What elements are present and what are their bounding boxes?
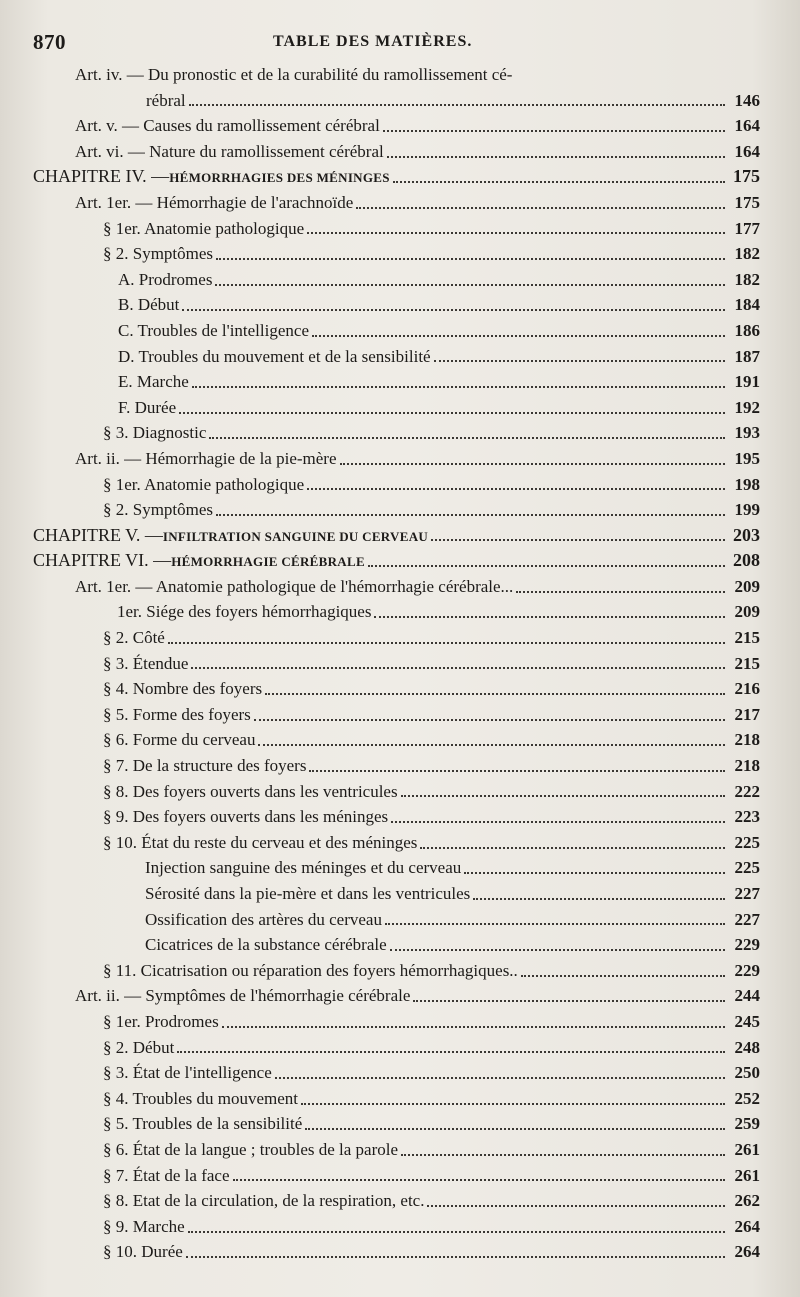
toc-entry-page: 208 xyxy=(733,550,760,571)
toc-entry-title: § 5. Forme des foyers xyxy=(103,704,251,724)
toc-entry-page: 218 xyxy=(734,756,760,776)
toc-entry-page: 182 xyxy=(734,244,760,264)
toc-entry-page: 186 xyxy=(734,320,760,340)
leader-dots xyxy=(216,258,725,260)
toc-entry-page: 218 xyxy=(734,730,760,750)
toc-entry-title: § 3. État de l'intelligence xyxy=(103,1063,272,1083)
leader-dots xyxy=(368,565,725,567)
toc-entry-title: § 2. Côté xyxy=(103,628,165,648)
toc-entry-title: Ossification des artères du cerveau xyxy=(145,909,382,929)
toc-entry-page: 209 xyxy=(734,602,760,622)
toc-entry xyxy=(33,1137,760,1163)
toc-entry-page: 259 xyxy=(734,1114,760,1134)
toc-entry-title: Sérosité dans la pie-mère et dans les ventricules xyxy=(145,884,471,903)
toc-entry-page: 245 xyxy=(734,1011,760,1031)
toc-entry-page: 193 xyxy=(734,423,760,443)
toc-entry xyxy=(33,318,760,344)
leader-dots xyxy=(186,1256,725,1258)
toc-entry xyxy=(33,907,760,933)
toc-entry-page: 215 xyxy=(734,628,760,648)
toc-entry-page: 223 xyxy=(734,807,760,827)
toc-entry-heading: HÉMORRHAGIES DES MÉNINGES xyxy=(169,170,390,186)
leader-dots xyxy=(401,795,725,797)
toc-entry-title: rébral xyxy=(146,90,186,110)
toc-entry-title: Art. ii. — Symptômes de l'hémorrhagie cérébrale xyxy=(75,986,411,1006)
toc-entry xyxy=(33,523,760,549)
toc-entry xyxy=(33,1035,760,1061)
toc-entry-page: 229 xyxy=(734,960,760,980)
toc-entry-page: 198 xyxy=(734,474,760,494)
toc-entry xyxy=(33,369,760,395)
toc-entry-page: 225 xyxy=(734,832,760,852)
toc-entry-title: § 6. État de la langue ; troubles de la parole xyxy=(103,1139,399,1159)
toc-entry-page: 250 xyxy=(734,1063,760,1083)
toc-entry-title: § 9. Marche xyxy=(103,1216,185,1236)
toc-entry xyxy=(33,676,760,702)
leader-dots xyxy=(427,1205,725,1207)
toc-entry-page: 264 xyxy=(734,1216,760,1236)
toc-entry-title: § 1er. Anatomie pathologique xyxy=(103,218,305,238)
leader-dots xyxy=(340,463,725,465)
toc-entry-page: 217 xyxy=(734,704,760,724)
toc-entry-title: 1er. Siége des foyers hémorrhagiques xyxy=(117,602,372,622)
leader-dots xyxy=(374,616,725,618)
toc-entry xyxy=(33,267,760,293)
toc-entry xyxy=(33,446,760,472)
toc-entry xyxy=(33,599,760,625)
leader-dots xyxy=(307,488,725,490)
toc-entry xyxy=(33,1111,760,1137)
toc-entry-title: § 2. Symptômes xyxy=(103,244,214,264)
toc-entry-title: D. Troubles du mouvement et de la sensibilité xyxy=(118,346,431,366)
toc-entry-title: § 10. Durée xyxy=(103,1242,183,1262)
toc-entry-page: 146 xyxy=(734,90,760,110)
leader-dots xyxy=(473,898,725,900)
toc-entry xyxy=(33,497,760,523)
toc-entry xyxy=(33,1086,760,1112)
toc-entry-page: 182 xyxy=(734,269,760,289)
toc-entry-title: Art. ii. — Hémorrhagie de la pie-mère xyxy=(75,448,337,468)
toc-entry-title: Art. vi. — Nature du ramollissement cérébral xyxy=(75,141,384,161)
leader-dots xyxy=(434,360,725,362)
toc-entry xyxy=(33,983,760,1009)
toc-entry-page: 261 xyxy=(734,1165,760,1185)
leader-dots xyxy=(401,1154,725,1156)
toc-entry-page: 175 xyxy=(733,166,760,187)
toc-entry xyxy=(33,241,760,267)
toc-entry-title: C. Troubles de l'intelligence xyxy=(118,320,309,340)
leader-dots xyxy=(521,975,725,977)
leader-dots xyxy=(309,770,725,772)
toc-entry-page: 192 xyxy=(734,397,760,417)
leader-dots xyxy=(254,719,725,721)
leader-dots xyxy=(301,1103,725,1105)
toc-entry xyxy=(33,958,760,984)
leader-dots xyxy=(413,1000,725,1002)
toc-entry-heading: INFILTRATION SANGUINE DU CERVEAU xyxy=(162,528,429,544)
toc-entry-title: § 9. Des foyers ouverts dans les méninges xyxy=(103,807,389,827)
toc-entry-page: 164 xyxy=(734,141,760,161)
table-of-contents xyxy=(33,62,760,1265)
leader-dots xyxy=(216,514,725,516)
toc-entry-title: § 3. Étendue xyxy=(103,653,189,673)
toc-entry-page: 195 xyxy=(734,448,760,468)
leader-dots xyxy=(265,693,725,695)
leader-dots xyxy=(390,949,725,951)
toc-entry xyxy=(33,779,760,805)
leader-dots xyxy=(431,539,725,541)
toc-entry-title: § 2. Début xyxy=(103,1037,175,1057)
toc-entry xyxy=(33,190,760,216)
leader-dots xyxy=(192,386,725,388)
leader-dots xyxy=(188,1231,725,1233)
toc-entry-title: B. Début xyxy=(118,295,180,315)
toc-entry xyxy=(33,727,760,753)
leader-dots xyxy=(420,847,725,849)
toc-entry-page: 227 xyxy=(734,909,760,929)
leader-dots xyxy=(189,104,725,106)
toc-entry-title: Art. v. — Causes du ramollissement cérébral xyxy=(75,116,380,136)
leader-dots xyxy=(179,412,725,414)
toc-entry-title: § 2. Symptômes xyxy=(103,500,214,520)
toc-entry-page: 252 xyxy=(734,1088,760,1108)
leader-dots xyxy=(393,181,725,183)
toc-entry xyxy=(33,804,760,830)
leader-dots xyxy=(258,744,725,746)
toc-entry-title: § 7. État de la face xyxy=(103,1165,230,1185)
toc-entry-page: 222 xyxy=(734,781,760,801)
toc-entry xyxy=(33,702,760,728)
leader-dots xyxy=(516,591,725,593)
toc-entry-page: 262 xyxy=(734,1191,760,1211)
toc-entry-title: § 5. Troubles de la sensibilité xyxy=(103,1114,303,1134)
toc-entry-title: § 7. De la structure des foyers xyxy=(103,756,307,776)
toc-entry xyxy=(33,216,760,242)
toc-entry xyxy=(33,753,760,779)
toc-entry-title: CHAPITRE VI. — xyxy=(33,550,172,571)
leader-dots xyxy=(387,156,725,158)
toc-entry xyxy=(33,1188,760,1214)
leader-dots xyxy=(312,335,725,337)
leader-dots xyxy=(385,923,725,925)
toc-entry-title: E. Marche xyxy=(118,372,189,392)
leader-dots xyxy=(383,130,725,132)
leader-dots xyxy=(233,1179,726,1181)
leader-dots xyxy=(177,1051,725,1053)
leader-dots xyxy=(222,1026,725,1028)
leader-dots xyxy=(307,232,725,234)
toc-entry-title: § 4. Nombre des foyers xyxy=(103,679,263,699)
leader-dots xyxy=(209,437,725,439)
toc-entry-title: § 11. Cicatrisation ou réparation des foyers hémorrhagiques.. xyxy=(103,960,518,980)
toc-entry-title: § 6. Forme du cerveau xyxy=(103,730,256,750)
toc-entry xyxy=(33,625,760,651)
toc-entry xyxy=(33,1214,760,1240)
toc-entry xyxy=(33,420,760,446)
toc-entry xyxy=(33,855,760,881)
toc-entry-page: 203 xyxy=(733,524,760,545)
leader-dots xyxy=(182,309,725,311)
running-title: TABLE DES MATIÈRES. xyxy=(273,33,473,50)
toc-entry xyxy=(33,395,760,421)
toc-entry xyxy=(33,881,760,907)
toc-entry xyxy=(33,830,760,856)
toc-entry xyxy=(33,88,760,114)
leader-dots xyxy=(464,872,725,874)
page-number: 870 xyxy=(33,30,66,54)
toc-entry-title: Injection sanguine des méninges et du cerveau xyxy=(145,858,462,878)
toc-entry xyxy=(33,574,760,600)
leader-dots xyxy=(391,821,725,823)
toc-entry xyxy=(33,164,760,190)
toc-entry-title: § 1er. Anatomie pathologique xyxy=(103,474,305,494)
toc-entry-title: § 8. Etat de la circulation, de la respiration, etc. xyxy=(103,1191,425,1211)
page-header xyxy=(33,30,760,58)
toc-entry-title: § 1er. Prodromes xyxy=(103,1011,219,1031)
leader-dots xyxy=(356,207,725,209)
toc-entry-page: 264 xyxy=(734,1242,760,1262)
toc-entry xyxy=(33,139,760,165)
leader-dots xyxy=(168,642,725,644)
toc-entry-page: 177 xyxy=(734,218,760,238)
toc-entry-title: Art. iv. — Du pronostic et de la curabilité du ramollissement cé- xyxy=(75,65,513,84)
toc-entry-title: § 4. Troubles du mouvement xyxy=(103,1088,299,1108)
toc-entry xyxy=(33,472,760,498)
toc-entry-page: 248 xyxy=(734,1037,760,1057)
toc-entry xyxy=(33,932,760,958)
toc-entry-title: Art. 1er. — Anatomie pathologique de l'hémorrhagie cérébrale... xyxy=(75,576,514,596)
toc-entry-title: § 8. Des foyers ouverts dans les ventricules xyxy=(103,781,398,801)
toc-entry xyxy=(33,113,760,139)
toc-entry-page: 175 xyxy=(734,192,760,212)
toc-entry-page: 225 xyxy=(734,858,760,878)
toc-entry xyxy=(33,62,760,88)
leader-dots xyxy=(191,667,725,669)
toc-entry-page: 216 xyxy=(734,679,760,699)
toc-entry xyxy=(33,344,760,370)
toc-entry-page: 184 xyxy=(734,295,760,315)
toc-entry-title: A. Prodromes xyxy=(118,269,213,289)
toc-entry-page: 164 xyxy=(734,116,760,136)
toc-entry xyxy=(33,292,760,318)
toc-entry-title: § 10. État du reste du cerveau et des méninges xyxy=(103,832,418,852)
toc-entry xyxy=(33,1009,760,1035)
toc-entry-page: 209 xyxy=(734,576,760,596)
toc-entry-title: Cicatrices de la substance cérébrale xyxy=(145,935,387,955)
toc-entry xyxy=(33,1060,760,1086)
toc-entry-page: 229 xyxy=(734,935,760,955)
leader-dots xyxy=(275,1077,725,1079)
toc-entry-page: 215 xyxy=(734,653,760,673)
toc-entry-page: 227 xyxy=(734,884,760,903)
toc-entry-page: 199 xyxy=(734,500,760,520)
toc-entry-title: F. Durée xyxy=(118,397,177,417)
toc-entry xyxy=(33,651,760,677)
toc-entry xyxy=(33,1163,760,1189)
toc-entry-title: CHAPITRE IV. — xyxy=(33,166,170,187)
toc-entry-title: Art. 1er. — Hémorrhagie de l'arachnoïde xyxy=(75,192,354,212)
toc-entry-heading: HÉMORRHAGIE CÉRÉBRALE xyxy=(171,554,365,570)
toc-entry-title: CHAPITRE V. — xyxy=(33,524,163,545)
toc-entry-page: 261 xyxy=(734,1139,760,1159)
toc-entry-title: § 3. Diagnostic xyxy=(103,423,207,443)
toc-entry-page: 187 xyxy=(734,346,760,366)
toc-entry xyxy=(33,548,760,574)
toc-entry-page: 244 xyxy=(734,986,760,1006)
toc-entry-page: 191 xyxy=(734,372,760,392)
toc-entry xyxy=(33,1239,760,1265)
leader-dots xyxy=(215,284,725,286)
leader-dots xyxy=(305,1128,725,1130)
